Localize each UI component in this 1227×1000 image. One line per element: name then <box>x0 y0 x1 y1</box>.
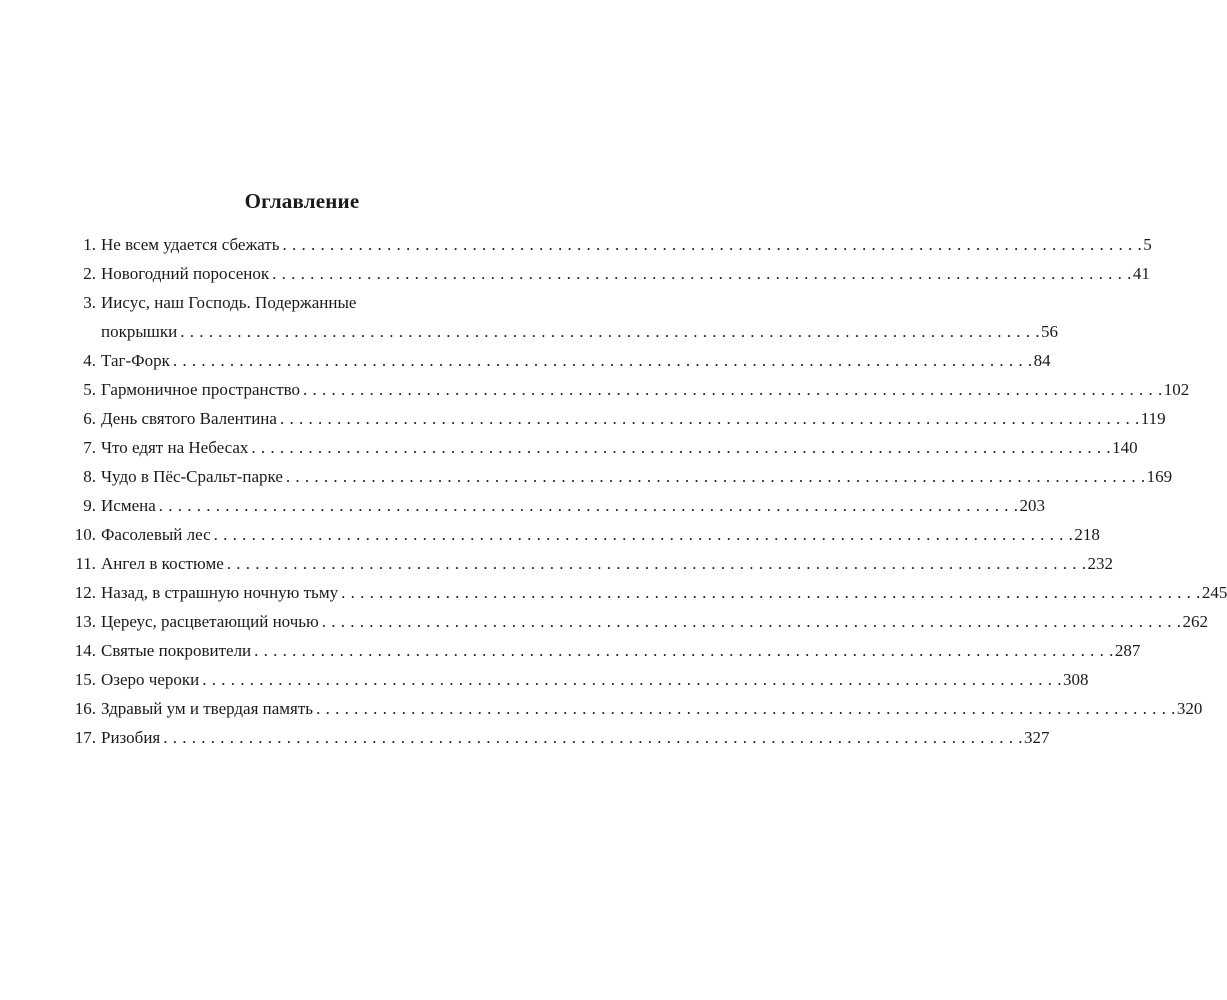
toc-entry <box>72 375 1190 404</box>
dot-leader: . . . . . . . . . . . . . . . . . . . . . . . . . . . . . . . . . . . . . . . . . . . . . . . . . . . . . . . . . . . . . . . . . . . . . . . . . . . . . . . . . . . . . . . . . . . <box>202 670 1062 689</box>
dot-leader: . . . . . . . . . . . . . . . . . . . . . . . . . . . . . . . . . . . . . . . . . . . . . . . . . . . . . . . . . . . . . . . . . . . . . . . . . . . . . . . . . . . . . . . . . . . <box>180 322 1040 341</box>
entry-page-number: 262 <box>1182 612 1208 631</box>
entry-number: 4. <box>83 351 96 370</box>
entry-title-line1: Иисус, наш Господь. Подержанные <box>101 293 357 312</box>
entry-page-number: 232 <box>1087 554 1114 573</box>
toc-entry <box>72 346 1051 375</box>
dot-leader: . . . . . . . . . . . . . . . . . . . . . . . . . . . . . . . . . . . . . . . . . . . . . . . . . . . . . . . . . . . . . . . . . . . . . . . . . . . . . . . . . . . . . . . . . . . <box>285 467 1146 486</box>
entry-number: 10. <box>74 525 96 544</box>
toc-entry <box>72 404 1166 433</box>
entry-page-number: 245 <box>1201 583 1227 602</box>
toc-entry <box>72 491 1046 520</box>
entry-title: Ризобия <box>101 728 161 747</box>
dot-leader: . . . . . . . . . . . . . . . . . . . . . . . . . . . . . . . . . . . . . . . . . . . . . . . . . . . . . . . . . . . . . . . . . . . . . . . . . . . . . . . . . . . . . . . . . . . <box>279 409 1140 428</box>
toc-entry <box>72 520 1100 549</box>
toc-entry <box>72 230 1152 259</box>
dot-leader: . . . . . . . . . . . . . . . . . . . . . . . . . . . . . . . . . . . . . . . . . . . . . . . . . . . . . . . . . . . . . . . . . . . . . . . . . . . . . . . . . . . . . . . . . . . <box>172 351 1033 370</box>
toc-entry <box>72 288 1058 346</box>
entry-title: Чудо в Пёс-Сральт-парке <box>101 467 283 486</box>
entry-number: 3. <box>83 293 96 312</box>
entry-title: Святые покровители <box>101 641 252 660</box>
entry-number: 6. <box>83 409 96 428</box>
entry-title: Фасолевый лес <box>101 525 211 544</box>
entry-number: 17. <box>74 728 96 747</box>
entry-title: Не всем удается сбежать <box>101 235 280 254</box>
dot-leader: . . . . . . . . . . . . . . . . . . . . . . . . . . . . . . . . . . . . . . . . . . . . . . . . . . . . . . . . . . . . . . . . . . . . . . . . . . . . . . . . . . . . . . . . . . . <box>226 554 1087 573</box>
toc-entry <box>72 259 1150 288</box>
toc-entry <box>72 433 1138 462</box>
entry-title: Новогодний поросенок <box>101 264 270 283</box>
entry-page-number: 41 <box>1132 264 1150 283</box>
toc-entry <box>72 723 1050 752</box>
entry-page-number: 327 <box>1023 728 1050 747</box>
toc-entry <box>72 578 1227 607</box>
dot-leader: . . . . . . . . . . . . . . . . . . . . . . . . . . . . . . . . . . . . . . . . . . . . . . . . . . . . . . . . . . . . . . . . . . . . . . . . . . . . . . . . . . . . . . . . . . . <box>158 496 1019 515</box>
entry-page-number: 218 <box>1074 525 1100 544</box>
toc-heading: Оглавление <box>244 189 360 213</box>
entry-number: 14. <box>74 641 96 660</box>
entry-number: 7. <box>83 438 96 457</box>
entry-page-number: 308 <box>1063 670 1089 689</box>
entry-number: 1. <box>83 235 96 254</box>
entry-number: 2. <box>83 264 96 283</box>
entry-page-number: 84 <box>1033 351 1051 370</box>
entry-title: покрышки <box>101 322 178 341</box>
dot-leader: . . . . . . . . . . . . . . . . . . . . . . . . . . . . . . . . . . . . . . . . . . . . . . . . . . . . . . . . . . . . . . . . . . . . . . . . . . . . . . . . . . . . . . . . . . . <box>213 525 1074 544</box>
entry-title: Гармоничное пространство <box>101 380 301 399</box>
entry-number: 13. <box>74 612 96 631</box>
entry-number: 16. <box>74 699 96 718</box>
entry-page-number: 56 <box>1040 322 1058 341</box>
entry-number: 15. <box>74 670 96 689</box>
entry-page-number: 320 <box>1176 699 1203 718</box>
entry-page-number: 140 <box>1112 438 1138 457</box>
entry-page-number: 203 <box>1019 496 1046 515</box>
dot-leader: . . . . . . . . . . . . . . . . . . . . . . . . . . . . . . . . . . . . . . . . . . . . . . . . . . . . . . . . . . . . . . . . . . . . . . . . . . . . . . . . . . . . . . . . . . . <box>316 699 1176 718</box>
dot-leader: . . . . . . . . . . . . . . . . . . . . . . . . . . . . . . . . . . . . . . . . . . . . . . . . . . . . . . . . . . . . . . . . . . . . . . . . . . . . . . . . . . . . . . . . . . . <box>282 235 1143 254</box>
entry-title: Цереус, расцветающий ночью <box>101 612 319 631</box>
entry-title: Таг-Форк <box>101 351 170 370</box>
toc-entry <box>72 462 1173 491</box>
dot-leader: . . . . . . . . . . . . . . . . . . . . . . . . . . . . . . . . . . . . . . . . . . . . . . . . . . . . . . . . . . . . . . . . . . . . . . . . . . . . . . . . . . . . . . . . . . . <box>163 728 1023 747</box>
entry-page-number: 5 <box>1143 235 1152 254</box>
toc-entry <box>72 665 1089 694</box>
entry-page-number: 169 <box>1146 467 1173 486</box>
entry-page-number: 119 <box>1140 409 1166 428</box>
toc-list <box>72 230 1227 752</box>
entry-number: 11. <box>75 554 96 573</box>
entry-number: 8. <box>83 467 96 486</box>
entry-page-number: 102 <box>1163 380 1190 399</box>
entry-title: Здравый ум и твердая память <box>101 699 314 718</box>
toc-entry <box>72 694 1203 723</box>
dot-leader: . . . . . . . . . . . . . . . . . . . . . . . . . . . . . . . . . . . . . . . . . . . . . . . . . . . . . . . . . . . . . . . . . . . . . . . . . . . . . . . . . . . . . . . . . . . <box>303 380 1163 399</box>
toc-entry <box>72 636 1141 665</box>
entry-title: День святого Валентина <box>101 409 277 428</box>
entry-title: Озеро чероки <box>101 670 200 689</box>
entry-title: Что едят на Небесах <box>101 438 249 457</box>
entry-number: 12. <box>74 583 96 602</box>
toc-entry <box>72 549 1114 578</box>
dot-leader: . . . . . . . . . . . . . . . . . . . . . . . . . . . . . . . . . . . . . . . . . . . . . . . . . . . . . . . . . . . . . . . . . . . . . . . . . . . . . . . . . . . . . . . . . . . <box>251 438 1112 457</box>
dot-leader: . . . . . . . . . . . . . . . . . . . . . . . . . . . . . . . . . . . . . . . . . . . . . . . . . . . . . . . . . . . . . . . . . . . . . . . . . . . . . . . . . . . . . . . . . . . <box>321 612 1182 631</box>
dot-leader: . . . . . . . . . . . . . . . . . . . . . . . . . . . . . . . . . . . . . . . . . . . . . . . . . . . . . . . . . . . . . . . . . . . . . . . . . . . . . . . . . . . . . . . . . . . <box>341 583 1201 602</box>
dot-leader: . . . . . . . . . . . . . . . . . . . . . . . . . . . . . . . . . . . . . . . . . . . . . . . . . . . . . . . . . . . . . . . . . . . . . . . . . . . . . . . . . . . . . . . . . . . <box>272 264 1132 283</box>
entry-title: Назад, в страшную ночную тьму <box>101 583 339 602</box>
toc-entry <box>72 607 1208 636</box>
entry-title: Ангел в костюме <box>101 554 224 573</box>
dot-leader: . . . . . . . . . . . . . . . . . . . . . . . . . . . . . . . . . . . . . . . . . . . . . . . . . . . . . . . . . . . . . . . . . . . . . . . . . . . . . . . . . . . . . . . . . . . <box>254 641 1114 660</box>
entry-title: Исмена <box>101 496 156 515</box>
entry-page-number: 287 <box>1114 641 1141 660</box>
entry-number: 9. <box>83 496 96 515</box>
entry-number: 5. <box>83 380 96 399</box>
